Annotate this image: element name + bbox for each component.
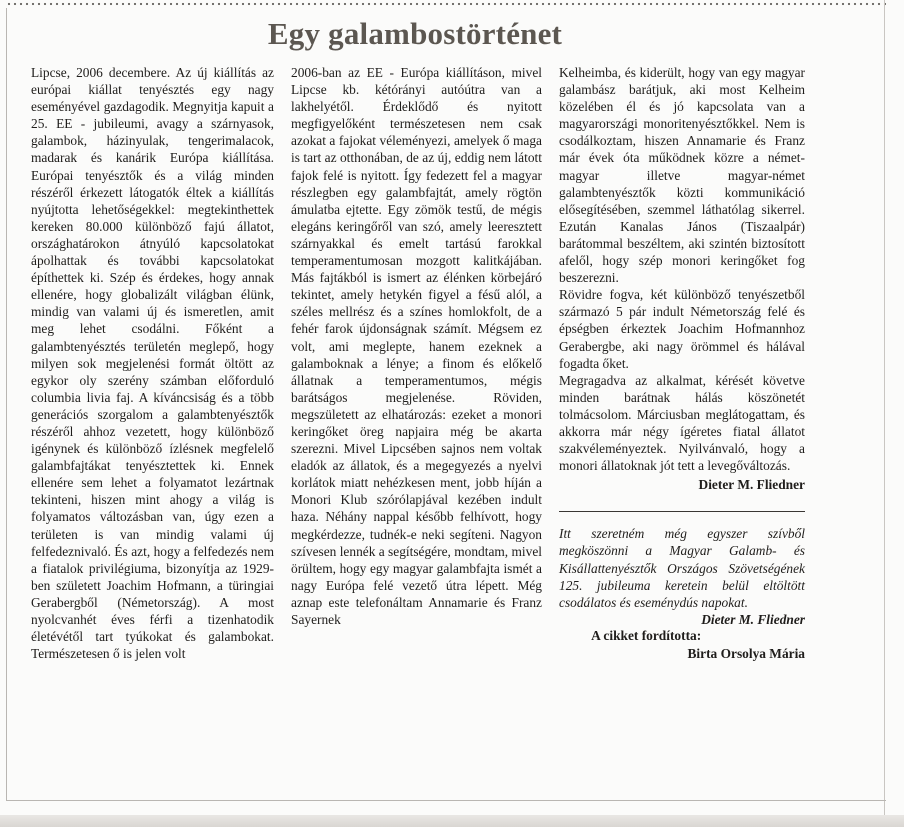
thank-you-text: Itt szeretném még egyszer szívből megköszönni a Magyar Galamb- és Kisállattenyésztők Országos Szövetségének 125. jubileuma keretein belül eltöltött csodálatos és eseménydús napokat. <box>559 526 805 610</box>
scan-bottom-edge <box>0 815 904 827</box>
column-3 <box>559 64 805 663</box>
thank-you-note <box>559 525 805 627</box>
left-border <box>6 8 7 800</box>
translator-name: Birta Orsolya Mária <box>687 645 805 661</box>
column-3-paragraph-3: Megragadva az alkalmat, kérését követve minden barátnak hálás köszönetét tolmácsolom. Márciusban meglátogattam, és akkorra már négy ígéretes fiatal állatot szakvéleményeztek. Nyilvánvaló, hogy a monori állatoknak jót tett a levegőváltozás. <box>559 372 805 474</box>
column-3-paragraph-1: Kelheimba, és kiderült, hogy van egy magyar galambász barátjuk, aki most Kelheim közelében él és jó kapcsolata van a magyarországi monoritenyésztőkkel. Nem is csodálkoztam, hiszen Annamarie és Franz már évek óta működnek közre a német-magyar illetve magyar-német galambtenyésztők közti kommunikáció elősegítésében, szemmel láthatólag sikerrel. Ezután Kanalas János (Tiszaalpár) barátommal beszéltem, aki szintén biztosított afelől, hogy szép monori keringőket fog beszerezni. <box>559 65 805 286</box>
translator-credit <box>559 627 805 663</box>
divider-rule <box>559 511 805 512</box>
column-2 <box>291 64 542 628</box>
column-2-text: 2006-ban az EE - Európa kiállításon, mivel Lipcse kb. kétórányi autóútra van a lakhelyétől. Érdeklődő és nyitott megfigyelőként természetesen nem csak azokat a fajokat véleményezi, amelyek ő maga is tart az otthonában, de az új, eddig nem látott fajok felé is nyitott. Így fedezett fel a magyar részlegben egy galambfajtát, amely rögtön ámulatba ejtette. Egy zömök testű, de mégis elegáns keringőről van szó, amely leeresztett szárnyakkal és emelt tartású farokkal temperamentumosan mozgott kalitkájában. Más fajtákból is ismert az élénken körbejáró tekintet, amely hetykén figyel a fésű alól, a széles mellrész és a színes homlokfolt, de a fehér farok újdonságnak számít. Mégsem ez volt, ami meglepte, hanem ezeknek a galamboknak a lénye; a finom és előkelő állatnak a temperamentumos, mégis barátságos megjelenése. Röviden, megszületett az elhatározás: ezeket a monori keringőket öreg napjaira még be akarta szerezni. Mivel Lipcsében sajnos nem voltak eladók az állatok, és a megegyezés a nyelvi korlátok miatt nehézkesen ment, jobb híján a Monori Klub szórólapjával kezében indult haza. Néhány nappal később felhívott, hogy megkérdezze, tudnék-e neki segíteni. Nagyon szívesen lennék a segítségére, mondtam, mivel örültem, hogy egy magyar galambfajta ismét a nagy Európa felé vezető útra lépett. Még aznap este telefonáltam Annamarie és Franz Sayernek <box>291 65 542 627</box>
column-1 <box>31 64 274 662</box>
article-title: Egy galambostörténet <box>267 16 563 51</box>
translator-label: A cikket fordította: <box>591 627 702 643</box>
bottom-border <box>6 800 886 801</box>
note-signature: Dieter M. Fliedner <box>701 611 805 627</box>
dotted-top-border <box>6 2 886 6</box>
column-1-text: Lipcse, 2006 decembere. Az új kiállítás az európai kiállat tenyésztés egy nagy eseményével gazdagodik. Megnyitja kapuit a 25. EE - jubileumi, avagy a szárnyasok, galambok, házinyulak, tengerimalacok, madarak és kanárik Európa kiállítása. Európai tenyésztők és a világ minden részéről érkezett látogatók éltek a kiállítás nyújtotta lehetőségekkel: megtekinthettek kereken 80.000 különböző fajú állatot, országhatárokon átnyúló kapcsolatokat ápolhattak és további kapcsolatokat építhettek ki. Szép és érdekes, hogy annak ellenére, hogy globalizált világban élünk, mindig van valami új és ismeretlen, amit meg lehet csodálni. Főként a galambtenyésztés területén meglepő, hogy milyen sok megjelenési formát öltött az egykor oly szerény számban előforduló columbia livia faj. A kíváncsiság és a több generációs szorgalom a galambtenyésztők részéről ahhoz vezetett, hogy különböző igénynek és különböző ízlésnek megfelelő galambfajtákat tenyésztettek ki. Ennek ellenére sem lehet a folyamatot lezártnak tekinteni, hiszen mint ahogy a világ is folyamatos változásban van, úgy ezen a területen is van mindig valami új felfedeznivaló. És azt, hogy a felfedezés nem a fiatalok privilégiuma, bizonyítja az 1929-ben született Joachim Hofmann, a türingiai Gerabergből (Németország). A most nyolcvanhét éves férfi a tizenhatodik életévétől tart tyúkokat és galambokat. Természetesen ő is jelen volt <box>31 65 274 662</box>
column-3-paragraph-2: Rövidre fogva, két különböző tenyészetből származó 5 pár indult Németország felé és épségben érkeztek Joachim Hofmannhoz Gerabergbe, aki nagy örömmel és hálával fogadta őket. <box>559 287 805 371</box>
author-signature: Dieter M. Fliedner <box>698 477 805 493</box>
right-border <box>884 0 885 827</box>
